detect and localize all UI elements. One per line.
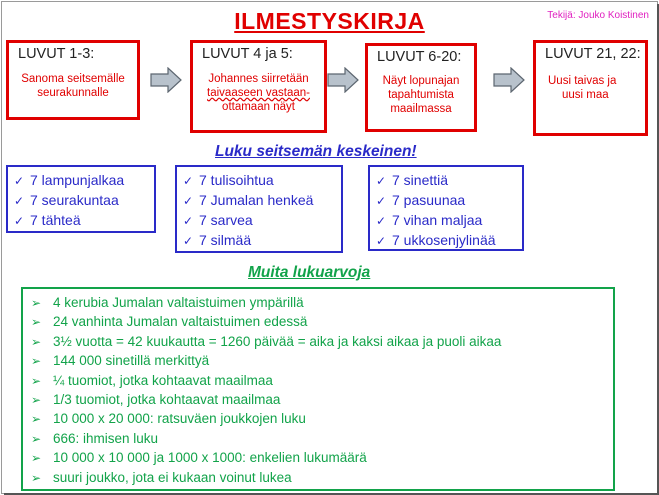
chapter-heading: LUVUT 21, 22:	[545, 46, 641, 62]
author-credit: Tekijä: Jouko Koistinen	[547, 10, 649, 21]
chapter-text-line: taivaaseen vastaan-	[207, 87, 310, 99]
chapter-text-line: seurakunnalle	[37, 87, 109, 99]
numbers-list-box	[21, 287, 615, 491]
chapter-text-line: uusi maa	[562, 89, 609, 101]
numbers-list-text: ¼ tuomiot, jotka kohtaavat maailmaa	[53, 372, 273, 388]
chapter-text-line: Näyt lopunajan	[382, 75, 460, 87]
numbers-list-item	[31, 312, 613, 331]
chapter-heading: LUVUT 4 ja 5:	[202, 46, 293, 62]
seven-list-text: 7 tähteä	[30, 212, 81, 228]
right-arrow-icon	[327, 67, 359, 93]
seven-list-item	[14, 190, 154, 210]
arrowhead-bullet-icon: ➢	[31, 373, 42, 388]
arrowhead-bullet-icon: ➢	[31, 315, 42, 330]
numbers-list-text: 1/3 tuomiot, jotka kohtaavat maailmaa	[53, 391, 281, 407]
seven-list-text: 7 sarvea	[199, 212, 253, 228]
numbers-list-item	[31, 468, 613, 487]
numbers-list-text: 666: ihmisen luku	[53, 430, 159, 446]
numbers-list-item	[31, 351, 613, 370]
numbers-list-item	[31, 429, 613, 448]
seven-list-text: 7 pasuunaa	[392, 192, 466, 208]
numbers-list-text: 4 kerubia Jumalan valtaistuimen ympärillä	[53, 295, 304, 310]
seven-list-text: 7 Jumalan henkeä	[199, 192, 314, 208]
seven-list-text: 7 sinettiä	[392, 172, 449, 188]
checkmark-icon: ✓	[14, 174, 25, 188]
seven-list-text: 7 silmää	[199, 232, 252, 248]
checkmark-icon: ✓	[14, 214, 25, 228]
arrowhead-bullet-icon: ➢	[31, 392, 42, 407]
seven-heading: Luku seitsemän keskeinen!	[215, 143, 417, 160]
arrowhead-bullet-icon: ➢	[31, 412, 42, 427]
checkmark-icon: ✓	[183, 194, 194, 208]
arrowhead-bullet-icon: ➢	[31, 470, 42, 485]
numbers-list-text: suuri joukko, jota ei kukaan voinut lukea	[53, 469, 292, 485]
checkmark-icon: ✓	[183, 214, 194, 228]
chapter-text-line: Uusi taivas ja	[548, 75, 617, 87]
seven-list-item	[376, 230, 522, 250]
checkmark-icon: ✓	[183, 174, 194, 188]
numbers-list-item	[31, 371, 613, 390]
seven-list-text: 7 vihan maljaa	[392, 212, 483, 228]
right-arrow-icon	[150, 67, 182, 93]
chapter-heading: LUVUT 6-20:	[377, 49, 462, 65]
arrowhead-bullet-icon: ➢	[31, 451, 42, 466]
seven-list-item	[14, 170, 154, 190]
chapter-text-line: Sanoma seitsemälle	[21, 73, 125, 85]
arrowhead-bullet-icon: ➢	[31, 334, 42, 349]
seven-list-item	[183, 210, 341, 230]
chapter-box-1-3	[6, 40, 140, 120]
numbers-list-item	[31, 448, 613, 467]
right-arrow-icon	[493, 67, 525, 93]
seven-list-text: 7 ukkosenjylinää	[392, 232, 496, 248]
seven-list-box	[175, 165, 343, 253]
seven-list-item	[183, 190, 341, 210]
numbers-list-text: 10 000 x 10 000 ja 1000 x 1000: enkelien lukumäärä	[53, 450, 367, 466]
chapter-text-line: Johannes siirretään	[208, 73, 309, 85]
numbers-list-item	[31, 409, 613, 428]
numbers-list-item	[31, 293, 613, 312]
seven-list-item	[183, 230, 341, 250]
numbers-heading: Muita lukuarvoja	[248, 264, 371, 281]
checkmark-icon: ✓	[376, 194, 387, 208]
numbers-list-item	[31, 390, 613, 409]
chapter-heading: LUVUT 1-3:	[18, 46, 95, 62]
chapter-text-line: tapahtumista	[388, 89, 454, 101]
slide-title: ILMESTYSKIRJA	[234, 8, 425, 34]
numbers-list-text: 144 000 sinetillä merkittyä	[53, 353, 210, 369]
arrowhead-bullet-icon: ➢	[31, 431, 42, 446]
seven-list-item	[376, 210, 522, 230]
chapter-box-4-5	[190, 40, 327, 133]
chapter-box-21-22	[533, 40, 648, 136]
arrowhead-bullet-icon: ➢	[31, 296, 42, 310]
seven-list-item	[376, 190, 522, 210]
chapter-box-6-20	[365, 43, 477, 132]
arrowhead-bullet-icon: ➢	[31, 354, 42, 369]
seven-list-item	[376, 170, 522, 190]
checkmark-icon: ✓	[14, 194, 25, 208]
checkmark-icon: ✓	[376, 214, 387, 228]
seven-list-text: 7 tulisoihtua	[199, 172, 274, 188]
chapter-text-line	[193, 86, 324, 100]
numbers-list-text: 10 000 x 20 000: ratsuväen joukkojen luku	[53, 411, 306, 427]
numbers-list-text: 24 vanhinta Jumalan valtaistuimen edessä	[53, 314, 308, 330]
checkmark-icon: ✓	[376, 234, 387, 248]
numbers-list-text: 3½ vuotta = 42 kuukautta = 1260 päivää = aika ja kaksi aikaa ja puoli aikaa	[53, 333, 502, 349]
seven-list-text: 7 seurakuntaa	[30, 192, 119, 208]
numbers-list-item	[31, 332, 613, 351]
seven-list-text: 7 lampunjalkaa	[30, 172, 125, 188]
seven-list-box	[6, 165, 156, 233]
seven-list-item	[14, 210, 154, 230]
checkmark-icon: ✓	[376, 174, 387, 188]
checkmark-icon: ✓	[183, 234, 194, 248]
chapter-text-line: ottamaan näyt	[222, 101, 295, 113]
seven-list-item	[183, 170, 341, 190]
seven-list-box	[368, 165, 524, 251]
chapter-text-line: maailmassa	[390, 103, 452, 115]
